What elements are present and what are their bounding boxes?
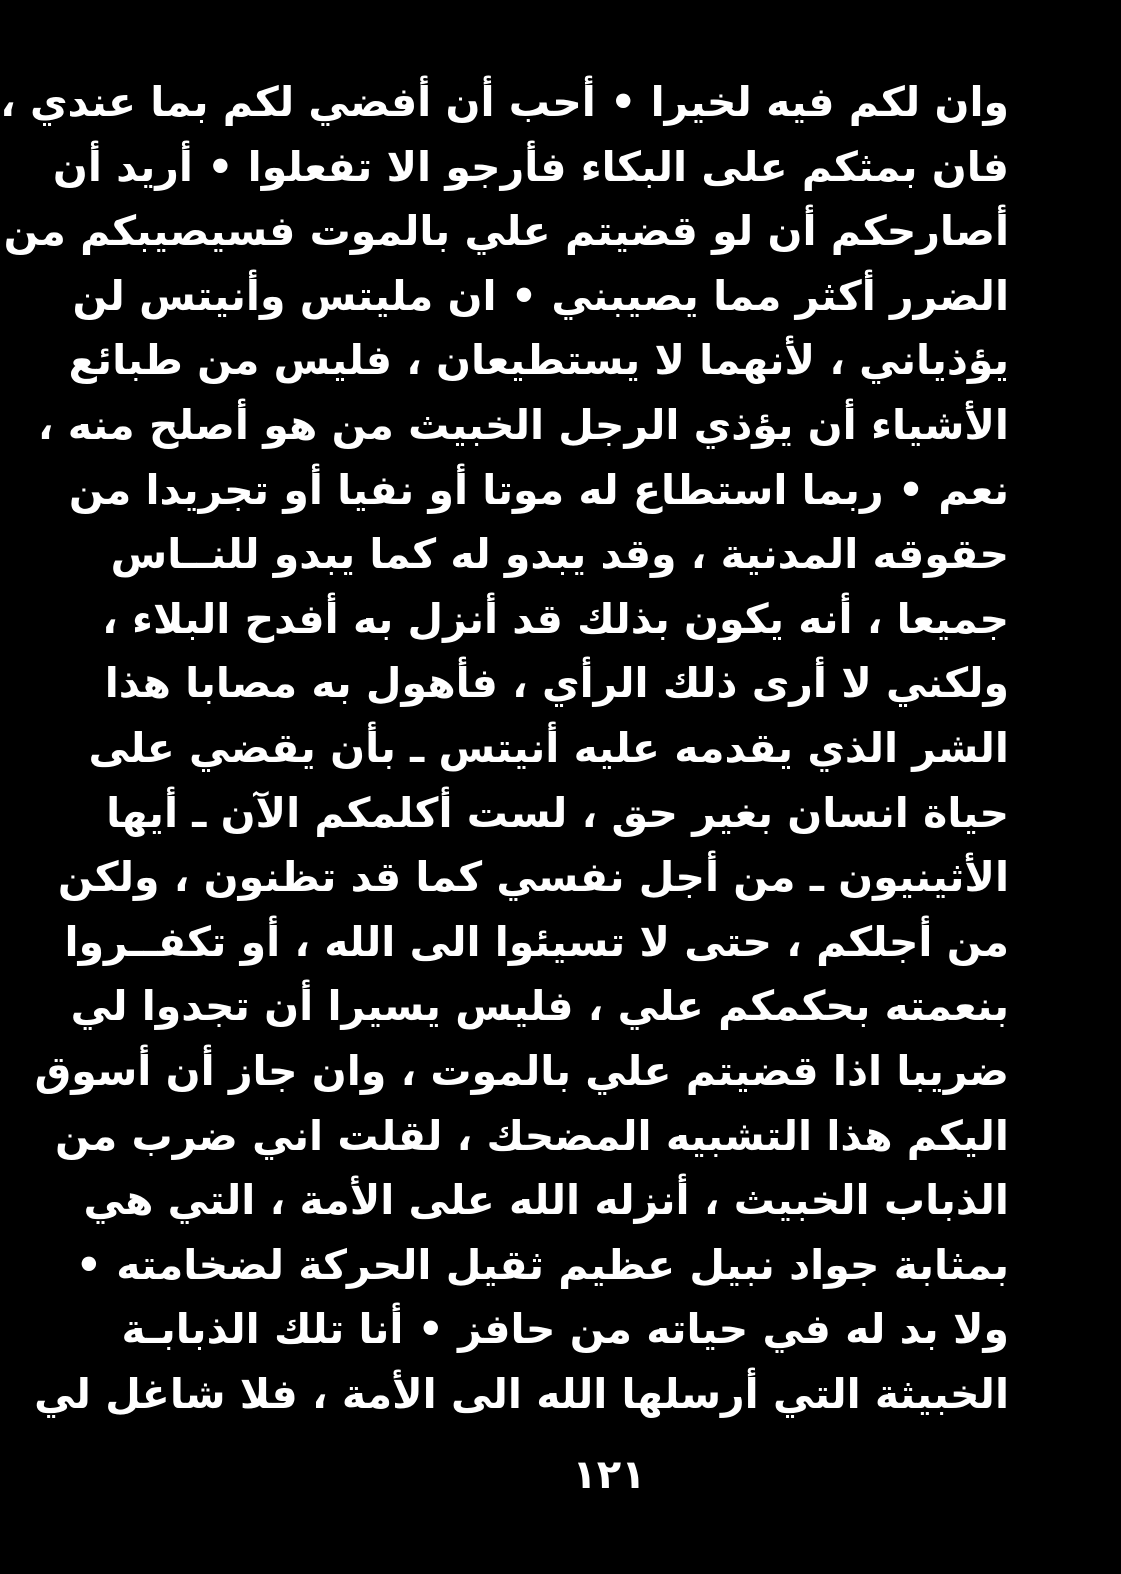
text-line: الذباب الخبيث ، أنزله الله على الأمة ، التي هي — [83, 1176, 1009, 1225]
text-line: اليكم هذا التشبيه المضحك ، لقلت اني ضرب من — [55, 1111, 1009, 1160]
text-line: الخبيثة التي أرسلها الله الى الأمة ، فلا شاغل لي — [34, 1369, 1009, 1418]
text-line: بنعمته بحكمكم علي ، فليس يسيرا أن تجدوا لي — [70, 982, 1009, 1031]
text-line: الأشياء أن يؤذي الرجل الخبيث من هو أصلح منه ، — [37, 400, 1009, 449]
text-line: الضرر أكثر مما يصيبني • ان مليتس وأنيتس لن — [72, 271, 1009, 320]
text-line: حياة انسان بغير حق ، لست أكلمكم الآن ـ أيها — [106, 788, 1009, 837]
text-line: أصارحكم أن لو قضيتم علي بالموت فسيصيبكم من — [3, 207, 1009, 256]
text-line: فان بمثكم على البكاء فأرجو الا تفعلوا • أريد أن — [52, 142, 1009, 191]
text-line: ولا بد له في حياته من حافز • أنا تلك الذبابـة — [121, 1305, 1009, 1354]
text-line: الشر الذي يقدمه عليه أنيتس ـ بأن يقضي على — [88, 723, 1009, 772]
text-line: نعم • ربما استطاع له موتا أو نفيا أو تجريدا من — [68, 465, 1009, 514]
text-line: بمثابة جواد نبيل عظيم ثقيل الحركة لضخامته • — [75, 1240, 1009, 1289]
text-line: من أجلكم ، حتى لا تسيئوا الى الله ، أو تكفــروا — [64, 917, 1009, 966]
text-line: وان لكم فيه لخيرا • أحب أن أفضي لكم بما عندي ، — [0, 78, 1009, 126]
text-line: جميعا ، أنه يكون بذلك قد أنزل به أفدح البلاء ، — [102, 594, 1009, 643]
text-line: الأثينيون ـ من أجل نفسي كما قد تظنون ، ولكن — [57, 853, 1009, 902]
text-line: ولكني لا أرى ذلك الرأي ، فأهول به مصابا هذا — [104, 659, 1009, 708]
body-text — [0, 70, 1009, 1426]
text-line: يؤذياني ، لأنهما لا يستطيعان ، فليس من طبائع — [68, 336, 1009, 385]
text-line: حقوقه المدنية ، وقد يبدو له كما يبدو للنــاس — [110, 530, 1009, 579]
page-number: ١٢١ — [572, 1452, 646, 1498]
text-line: ضريبا اذا قضيتم علي بالموت ، وان جاز أن أسوق — [34, 1046, 1009, 1095]
